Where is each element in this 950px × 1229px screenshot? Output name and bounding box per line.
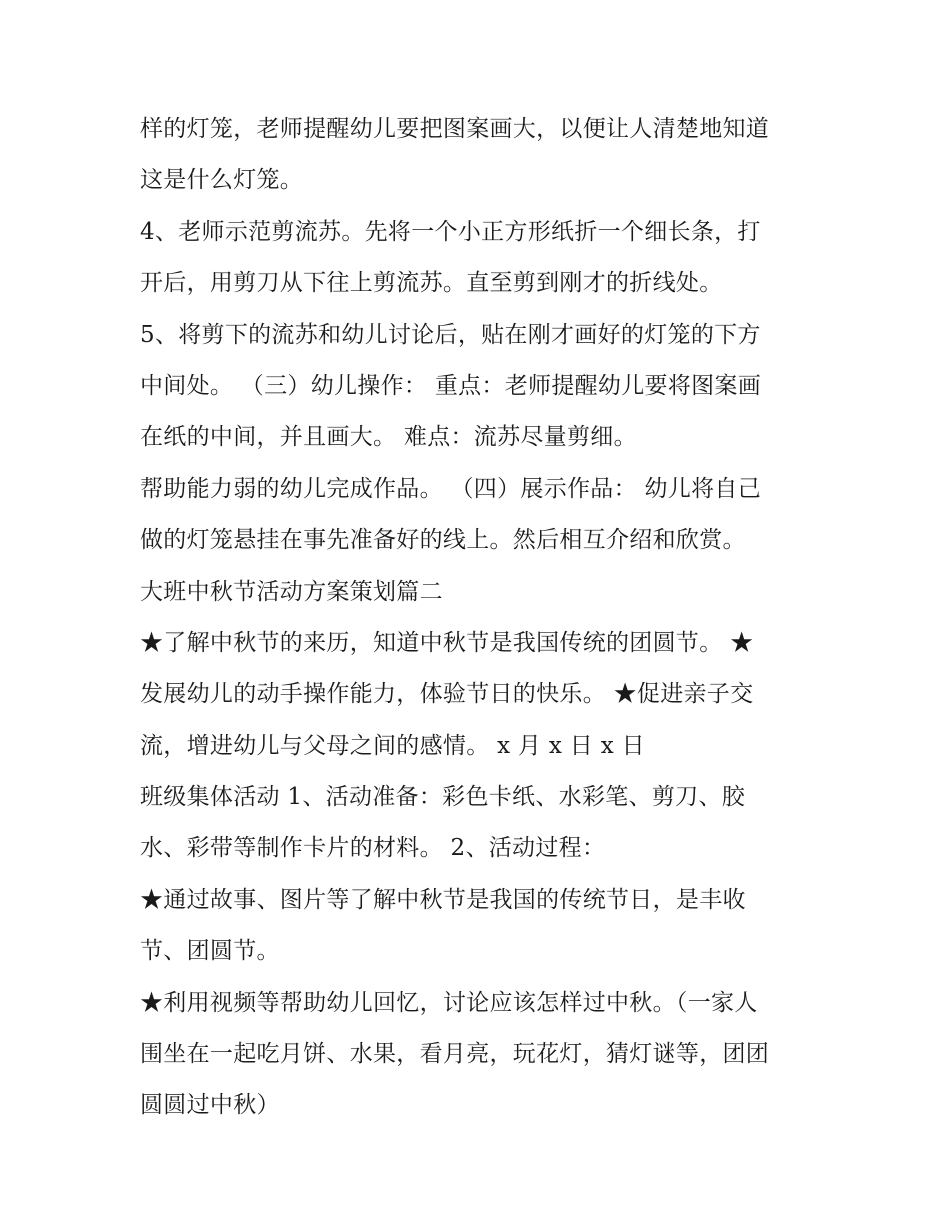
text-line: 发展幼儿的动手操作能力，体验节日的快乐。 ★促进亲子交	[140, 681, 754, 708]
document-body	[140, 104, 830, 1132]
text-line: 这是什么灯笼。	[140, 167, 304, 194]
text-line: ★了解中秋节的来历，知道中秋节是我国传统的团圆节。 ★	[140, 629, 754, 656]
text-line: 圆圆过中秋）	[140, 1092, 280, 1119]
text-line: 围坐在一起吃月饼、水果，看月亮，玩花灯，猜灯谜等，团团	[140, 1041, 770, 1068]
section-heading: 大班中秋节活动方案策划篇二	[140, 578, 443, 605]
text-line: 样的灯笼，老师提醒幼儿要把图案画大，以便让人清楚地知道	[140, 116, 770, 142]
text-line: ★利用视频等帮助幼儿回忆，讨论应该怎样过中秋。（一家人	[140, 989, 758, 1016]
text-line: 4、老师示范剪流苏。先将一个小正方形纸折一个细长条，打	[140, 218, 761, 245]
text-line: 班级集体活动 1、活动准备：彩色卡纸、水彩笔、剪刀、胶	[140, 784, 746, 811]
text-line: 开后，用剪刀从下往上剪流苏。直至剪到刚才的折线处。	[140, 270, 723, 297]
text-line: 做的灯笼悬挂在事先准备好的线上。然后相互介绍和欣赏。	[140, 527, 746, 554]
text-line: 节、团圆节。	[140, 938, 280, 965]
text-line: 帮助能力弱的幼儿完成作品。 （四）展示作品： 幼儿将自己	[140, 475, 762, 502]
text-line: 5、将剪下的流苏和幼儿讨论后，贴在刚才画好的灯笼的下方	[140, 321, 761, 348]
text-line: 中间处。 （三）幼儿操作： 重点：老师提醒幼儿要将图案画	[140, 372, 762, 399]
text-line: 流，增进幼儿与父母之间的感情。 x 月 x 日 x 日	[140, 732, 645, 759]
text-line: 在纸的中间，并且画大。 难点：流苏尽量剪细。	[140, 424, 637, 451]
text-line: 水、彩带等制作卡片的材料。 2、活动过程：	[140, 835, 606, 862]
text-line: ★通过故事、图片等了解中秋节是我国的传统节日，是丰收	[140, 886, 746, 913]
